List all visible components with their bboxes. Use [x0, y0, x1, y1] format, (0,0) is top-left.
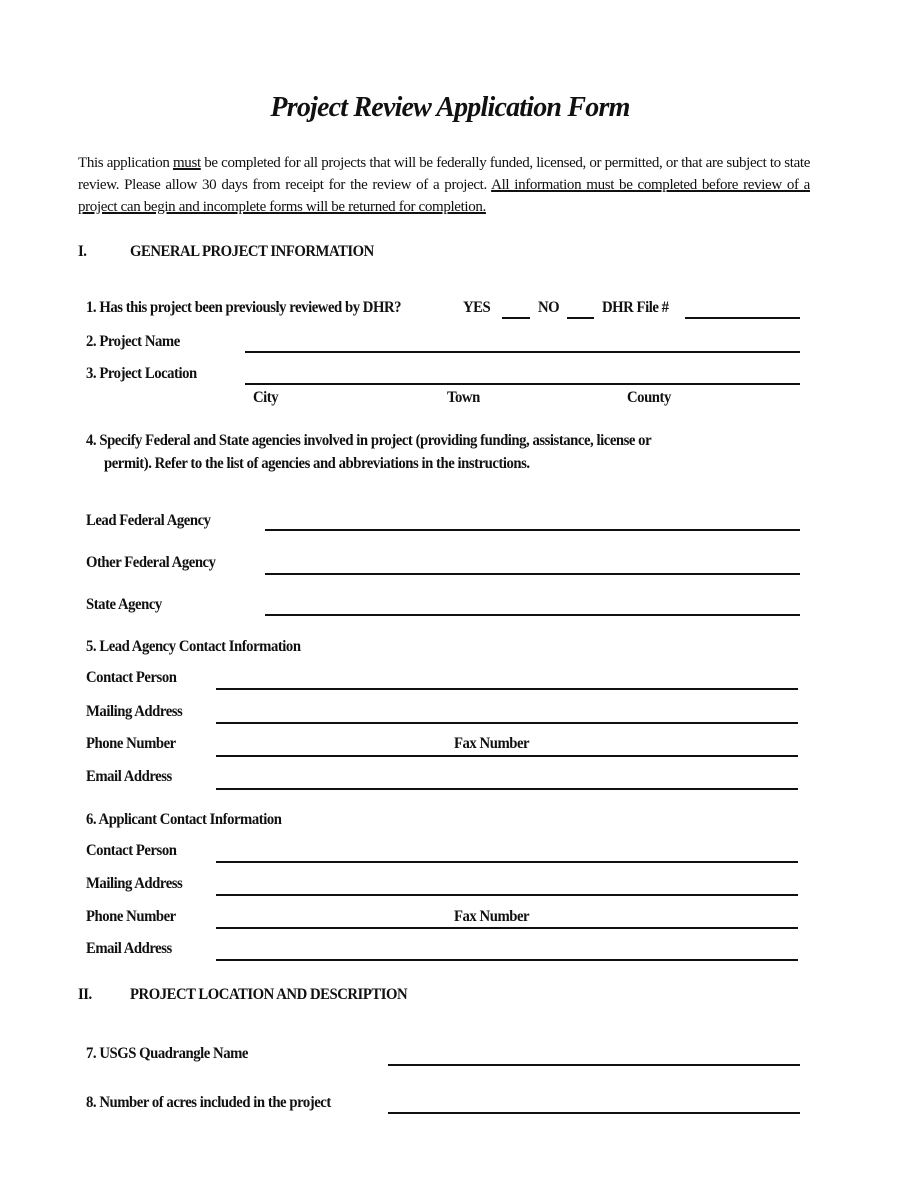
dhr-file-label: DHR File # — [602, 299, 669, 316]
city-label: City — [253, 389, 279, 406]
yes-label: YES — [463, 299, 491, 316]
no-label: NO — [538, 299, 560, 316]
q1-label: 1. Has this project been previously reviewed by DHR? — [86, 299, 402, 316]
section-number: I. — [78, 243, 87, 260]
state-agency-label: State Agency — [86, 596, 162, 613]
other-federal-agency-field[interactable] — [265, 573, 800, 575]
no-field[interactable] — [567, 317, 594, 319]
lead-contact-person-field[interactable] — [216, 688, 798, 690]
q6-heading: 6. Applicant Contact Information — [86, 811, 282, 828]
intro-text-2: be completed for all projects that will be federally funded, licensed, or permitted, or that are subject to state review. Please allow 30 days from receipt for the review of a project. — [78, 155, 810, 193]
lead-phone-label: Phone Number — [86, 735, 176, 752]
intro-must: must — [172, 155, 201, 171]
usgs-quadrangle-label: 7. USGS Quadrangle Name — [86, 1045, 248, 1062]
q5-heading: 5. Lead Agency Contact Information — [86, 638, 301, 655]
intro-underlined: All information must be completed before review of a project can begin and incomplete forms will be returned for completion. — [78, 177, 810, 215]
lead-federal-agency-field[interactable] — [265, 529, 800, 531]
yes-field[interactable] — [502, 317, 530, 319]
lead-email-field[interactable] — [216, 788, 798, 790]
applicant-contact-person-field[interactable] — [216, 861, 798, 863]
county-label: County — [627, 389, 671, 406]
applicant-phone-fax-field[interactable] — [216, 927, 798, 929]
section-heading: GENERAL PROJECT INFORMATION — [130, 243, 374, 260]
project-location-field[interactable] — [245, 383, 800, 385]
state-agency-field[interactable] — [265, 614, 800, 616]
lead-mailing-address-label: Mailing Address — [86, 703, 183, 720]
project-name-label: 2. Project Name — [86, 333, 180, 350]
page-title: Project Review Application Form — [270, 92, 630, 123]
section-heading: PROJECT LOCATION AND DESCRIPTION — [130, 986, 408, 1003]
applicant-email-label: Email Address — [86, 940, 172, 957]
acres-field[interactable] — [388, 1112, 800, 1114]
lead-phone-fax-field[interactable] — [216, 755, 798, 757]
applicant-email-field[interactable] — [216, 959, 798, 961]
applicant-phone-label: Phone Number — [86, 908, 176, 925]
town-label: Town — [447, 389, 480, 406]
intro-text: This application — [78, 155, 173, 171]
project-name-field[interactable] — [245, 351, 800, 353]
dhr-file-field[interactable] — [685, 317, 800, 319]
acres-label: 8. Number of acres included in the project — [86, 1094, 331, 1111]
applicant-mailing-address-label: Mailing Address — [86, 875, 183, 892]
lead-mailing-address-field[interactable] — [216, 722, 798, 724]
lead-contact-person-label: Contact Person — [86, 669, 177, 686]
intro-paragraph — [78, 152, 810, 218]
applicant-contact-person-label: Contact Person — [86, 842, 177, 859]
applicant-mailing-address-field[interactable] — [216, 894, 798, 896]
lead-fax-label: Fax Number — [454, 735, 530, 752]
lead-federal-agency-label: Lead Federal Agency — [86, 512, 211, 529]
q4-text: 4. Specify Federal and State agencies involved in project (providing funding, assistance, license or — [86, 432, 652, 449]
section-number: II. — [78, 986, 92, 1003]
project-location-label: 3. Project Location — [86, 365, 197, 382]
other-federal-agency-label: Other Federal Agency — [86, 554, 216, 571]
usgs-quadrangle-field[interactable] — [388, 1064, 800, 1066]
applicant-fax-label: Fax Number — [454, 908, 530, 925]
lead-email-label: Email Address — [86, 768, 172, 785]
q4-text-2: permit). Refer to the list of agencies and abbreviations in the instructions. — [104, 455, 530, 472]
